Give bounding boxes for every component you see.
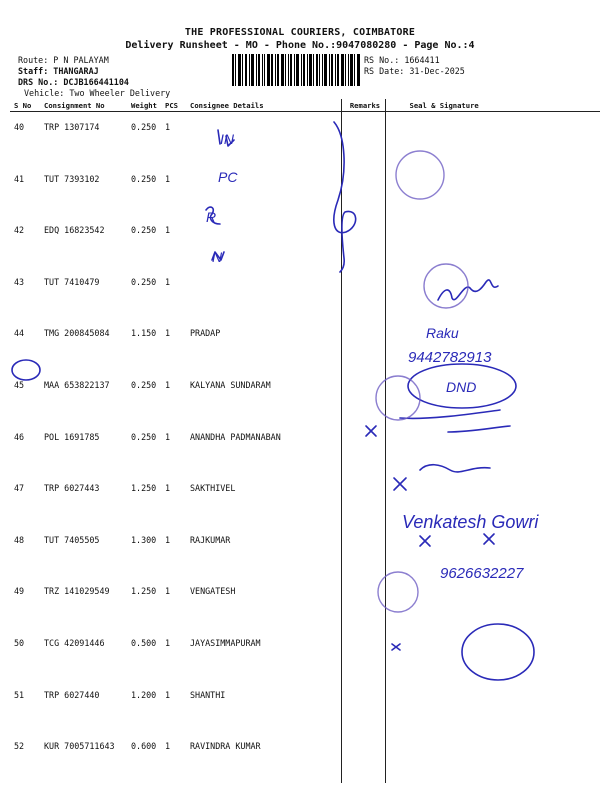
row-remarks: [341, 731, 385, 783]
row-consignment: TMG 200845084: [44, 328, 110, 339]
row-pcs: 1: [165, 586, 171, 597]
row-consignment: TRP 1307174: [44, 122, 100, 132]
row-weight: 0.600: [131, 741, 157, 752]
table-row: [10, 422, 600, 474]
rs-number: RS No.: 1664411: [364, 55, 440, 65]
row-seal: [385, 267, 600, 319]
row-remarks: [341, 576, 385, 628]
row-consignee: PRADAP: [186, 318, 341, 370]
row-weight: 0.250: [131, 173, 157, 184]
col-consignment-header: Consignment No: [40, 99, 127, 112]
row-consignment: MAA 653822137: [44, 379, 110, 390]
row-remarks: [341, 422, 385, 474]
row-seal: [385, 370, 600, 422]
row-seal: [385, 576, 600, 628]
table-row: [10, 731, 600, 783]
row-seal: [385, 215, 600, 267]
row-weight: 1.150: [131, 328, 157, 339]
row-remarks: [341, 215, 385, 267]
table-row: [10, 267, 600, 319]
row49-name: Venkatesh Gowri: [402, 512, 539, 532]
table-row: [10, 370, 600, 422]
row-consignee: [186, 215, 341, 267]
row-weight: 1.250: [131, 586, 157, 597]
row-remarks: [341, 628, 385, 680]
row-pcs: 1: [165, 328, 171, 339]
row-sno: 46: [14, 431, 25, 442]
row-remarks: [341, 370, 385, 422]
row-seal: [385, 473, 600, 525]
row-pcs: 1: [165, 483, 171, 494]
row41-note: PC: [218, 169, 238, 185]
row-weight: 0.250: [131, 225, 157, 236]
table-row: [10, 473, 600, 525]
row-sno: 49: [14, 586, 25, 597]
row-consignment: KUR 7005711643: [44, 741, 115, 752]
row-remarks: [341, 267, 385, 319]
vehicle-label: Vehicle: Two Wheeler Delivery: [24, 88, 171, 98]
route-label: Route: P N PALAYAM: [18, 55, 109, 65]
row-consignee: [186, 267, 341, 319]
runsheet-table: [10, 99, 600, 783]
row-weight: 1.250: [131, 483, 157, 494]
row45-remark: Raku: [426, 325, 459, 341]
row-consignee: JAYASIMMAPURAM: [186, 628, 341, 680]
row-remarks: [341, 164, 385, 216]
row-sno: 51: [14, 689, 25, 700]
row-pcs: 1: [165, 637, 171, 648]
row-seal: [385, 525, 600, 577]
row-weight: 1.300: [131, 534, 157, 545]
rs-date: RS Date: 31-Dec-2025: [364, 66, 465, 76]
table-row: [10, 525, 600, 577]
row-consignee: RAJKUMAR: [186, 525, 341, 577]
row40-note: IN: [220, 131, 234, 147]
table-row: [10, 215, 600, 267]
row-pcs: 1: [165, 534, 171, 545]
row-pcs: 1: [165, 173, 171, 184]
row-remarks: [341, 473, 385, 525]
row-seal: [385, 628, 600, 680]
row-weight: 0.250: [131, 379, 157, 390]
row-consignee: [186, 112, 341, 164]
row-consignment: TRZ 141029549: [44, 586, 110, 597]
row-pcs: 1: [165, 741, 171, 752]
row42-note: R: [206, 209, 217, 225]
row-consignee: [186, 164, 341, 216]
row-consignee: SHANTHI: [186, 680, 341, 732]
row-sno: 40: [14, 122, 25, 132]
table-row: [10, 318, 600, 370]
row-sno: 44: [14, 328, 25, 339]
col-sno-header: S No: [10, 99, 40, 112]
row-sno: 45: [14, 379, 25, 390]
row-seal: [385, 422, 600, 474]
row-sno: 50: [14, 637, 25, 648]
row-pcs: 1: [165, 225, 171, 236]
row-remarks: [341, 318, 385, 370]
row-weight: 0.250: [131, 431, 157, 442]
staff-label: Staff: THANGARAJ: [18, 66, 99, 76]
page-title: THE PROFESSIONAL COURIERS, COIMBATORE: [184, 27, 416, 38]
row-sno: 47: [14, 483, 25, 494]
row-weight: 0.250: [131, 276, 157, 287]
row43-note: N: [212, 249, 223, 265]
col-consignee-header: Consignee Details: [186, 99, 341, 112]
row-consignee: KALYANA SUNDARAM: [186, 370, 341, 422]
col-seal-header: Seal & Signature: [385, 99, 600, 112]
row-pcs: 1: [165, 379, 171, 390]
row-consignment: TUT 7410479: [44, 276, 100, 287]
row-remarks: [341, 525, 385, 577]
row-seal: [385, 731, 600, 783]
page-subtitle: Delivery Runsheet - MO - Phone No.:9047080280 - Page No.:4: [125, 40, 475, 51]
row-sno: 43: [14, 276, 25, 287]
row-seal: [385, 164, 600, 216]
row-consignment: EDQ 16823542: [44, 225, 105, 236]
row-weight: 0.250: [131, 122, 157, 132]
row-consignment: TUT 7405505: [44, 534, 100, 545]
row-consignment: TRP 6027440: [44, 689, 100, 700]
row51-phone: 9626632227: [440, 565, 524, 582]
table-row: [10, 576, 600, 628]
row-sno: 42: [14, 225, 25, 236]
row-consignment: POL 1691785: [44, 431, 100, 442]
row-pcs: 1: [165, 122, 171, 132]
row-sno: 52: [14, 741, 25, 752]
row-consignment: TCG 42091446: [44, 637, 105, 648]
table-row: [10, 164, 600, 216]
row-consignment: TRP 6027443: [44, 483, 100, 494]
row-remarks: [341, 680, 385, 732]
table-header-row: [10, 99, 600, 112]
row-remarks: [341, 112, 385, 164]
drs-label: DRS No.: DCJB166441104: [18, 77, 129, 87]
col-remarks-header: Remarks: [341, 99, 385, 112]
col-pcs-header: PCS: [161, 99, 186, 112]
row-consignee: RAVINDRA KUMAR: [186, 731, 341, 783]
row-pcs: 1: [165, 689, 171, 700]
row-pcs: 1: [165, 276, 171, 287]
row-pcs: 1: [165, 431, 171, 442]
row-consignee: ANANDHA PADMANABAN: [186, 422, 341, 474]
row-seal: [385, 680, 600, 732]
table-row: [10, 112, 600, 164]
col-weight-header: Weight: [127, 99, 161, 112]
row-seal: [385, 112, 600, 164]
row-weight: 0.500: [131, 637, 157, 648]
row-sno: 48: [14, 534, 25, 545]
row-consignee: SAKTHIVEL: [186, 473, 341, 525]
row-sno: 41: [14, 173, 25, 184]
row-consignment: TUT 7393102: [44, 173, 100, 184]
barcode: [232, 54, 360, 86]
row46-phone: 9442782913: [408, 349, 492, 366]
table-row: [10, 628, 600, 680]
row-seal: [385, 318, 600, 370]
table-row: [10, 680, 600, 732]
row-consignee: VENGATESH: [186, 576, 341, 628]
row46-stamp-text: DND: [446, 379, 477, 395]
row-weight: 1.200: [131, 689, 157, 700]
